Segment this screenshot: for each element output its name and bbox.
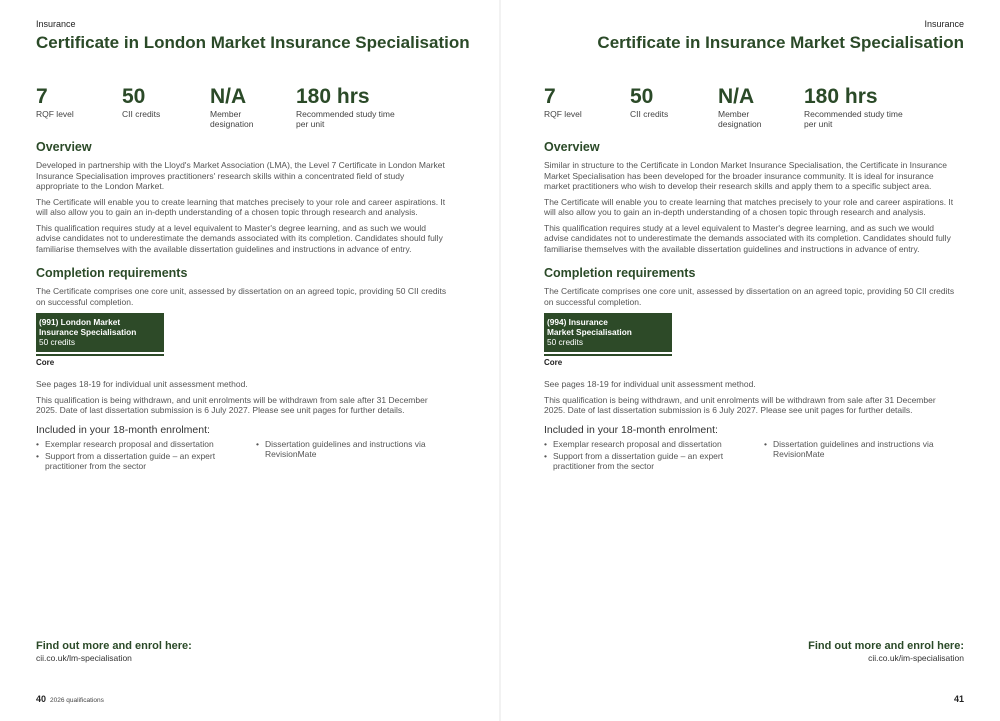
overview-paragraph: This qualification requires study at a level equivalent to Master's degree learning, and as such we would advise candidates not to underestimate the demands associated with its completion. Candidates should fully familiarise themselves with the available dissertation guidelines and instructions in advance of entry. xyxy=(544,222,951,254)
list-item: • Dissertation guidelines and instructions via RevisionMate xyxy=(256,439,446,459)
unit-name: Insurance Specialisation xyxy=(39,327,137,337)
stat-study-time xyxy=(296,86,396,129)
enrol-link[interactable]: cii.co.uk/lm-specialisation xyxy=(36,653,132,663)
stats-row xyxy=(36,86,466,130)
enrolment-heading: Included in your 18-month enrolment: xyxy=(36,423,210,436)
overview-heading: Overview xyxy=(36,140,92,154)
list-item: • Dissertation guidelines and instructions via RevisionMate xyxy=(764,439,954,459)
unit-type-label: Core xyxy=(36,358,55,367)
overview-paragraph: The Certificate will enable you to create learning that matches precisely to your role and career aspirations. It will also allow you to gain an in-depth understanding of a chosen topic through research and analysis. xyxy=(36,196,446,217)
stat-rqf-level xyxy=(544,86,582,119)
enrolment-list xyxy=(544,439,956,479)
page-number: 41 xyxy=(953,694,964,704)
list-item: • Support from a dissertation guide – an expert practitioner from the sector xyxy=(36,451,246,471)
page-footer xyxy=(36,694,104,704)
stat-label: RQF level xyxy=(544,109,582,119)
stat-label: Member designation xyxy=(210,109,254,129)
enrol-link[interactable]: cii.co.uk/im-specialisation xyxy=(868,653,964,663)
stat-member-designation xyxy=(718,86,778,129)
completion-heading: Completion requirements xyxy=(36,266,188,280)
unit-type-label: Core xyxy=(544,358,563,367)
enrol-callout xyxy=(36,640,192,663)
list-item: • Exemplar research proposal and dissertation xyxy=(544,439,754,449)
page-title: Certificate in London Market Insurance Specialisation xyxy=(36,33,470,52)
page-number: 40 xyxy=(36,694,47,704)
assessment-note: See pages 18-19 for individual unit assessment method. xyxy=(36,379,248,389)
unit-name: Market Specialisation xyxy=(547,327,632,337)
stat-value: 180 hrs xyxy=(296,85,370,108)
enrolment-column xyxy=(256,439,446,461)
enrolment-column xyxy=(544,439,754,473)
list-item: • Support from a dissertation guide – an expert practitioner from the sector xyxy=(544,451,754,471)
stat-label: CII credits xyxy=(630,109,669,119)
enrolment-column xyxy=(36,439,246,473)
stat-value: N/A xyxy=(210,85,247,108)
stat-cii-credits xyxy=(630,86,668,119)
page-title: Certificate in Insurance Market Specialisation xyxy=(597,33,964,52)
enrol-heading: Find out more and enrol here: xyxy=(808,640,964,652)
stat-cii-credits xyxy=(122,86,160,119)
main-content xyxy=(544,140,956,479)
stat-value: 180 hrs xyxy=(804,85,878,108)
overview-paragraph: Similar in structure to the Certificate in London Market Insurance Specialisation, the Certificate in Insurance Market Specialisation has been developed for the broader insurance community. It is ideal for insurance market practitioners who wish to develop their research skills and apply them to a specific subject area. xyxy=(544,160,948,191)
enrol-callout xyxy=(808,640,964,663)
overview-paragraph: The Certificate will enable you to create learning that matches precisely to your role and career aspirations. It will also allow you to gain an in-depth understanding of a chosen topic through research and analysis. xyxy=(544,196,954,217)
stat-label: Recommended study time per unit xyxy=(804,109,903,129)
stat-value: 7 xyxy=(544,85,556,108)
enrol-heading: Find out more and enrol here: xyxy=(36,640,192,652)
footer-text: 2026 qualifications xyxy=(50,697,104,704)
stat-label: RQF level xyxy=(36,109,74,119)
section-tag: Insurance xyxy=(36,19,76,29)
completion-text: The Certificate comprises one core unit, assessed by dissertation on an agreed topic, providing 50 CII credits on successful completion. xyxy=(544,286,955,307)
withdrawal-note: This qualification is being withdrawn, and unit enrolments will be withdrawn from sale after 31 December 2025. Date of last dissertation submission is 6 July 2027. Please see unit pages for further details. xyxy=(544,394,936,415)
stat-study-time xyxy=(804,86,904,129)
assessment-note: See pages 18-19 for individual unit assessment method. xyxy=(544,379,756,389)
unit-card xyxy=(36,313,164,352)
withdrawal-note: This qualification is being withdrawn, and unit enrolments will be withdrawn from sale after 31 December 2025. Date of last dissertation submission is 6 July 2027. Please see unit pages for further details. xyxy=(36,394,428,415)
unit-credits: 50 credits xyxy=(39,337,75,347)
overview-heading: Overview xyxy=(544,140,600,154)
stat-label: CII credits xyxy=(122,109,161,119)
unit-name: (991) London Market xyxy=(39,317,121,327)
stat-rqf-level xyxy=(36,86,74,119)
unit-card xyxy=(544,313,672,352)
enrolment-heading: Included in your 18-month enrolment: xyxy=(544,423,718,436)
enrolment-list xyxy=(36,439,448,479)
stat-value: N/A xyxy=(718,85,755,108)
unit-divider xyxy=(544,354,672,356)
unit-divider xyxy=(36,354,164,356)
overview-paragraph: Developed in partnership with the Lloyd's Market Association (LMA), the Level 7 Certificate in London Market Insurance Specialisation improves practitioners' research skills within a concentrated field of study appropriate to the London Market. xyxy=(36,160,445,191)
stat-label: Recommended study time per unit xyxy=(296,109,395,129)
section-tag: Insurance xyxy=(924,19,964,29)
main-content xyxy=(36,140,448,479)
stat-label: Member designation xyxy=(718,109,762,129)
stats-row xyxy=(544,86,974,130)
completion-heading: Completion requirements xyxy=(544,266,696,280)
unit-name: (994) Insurance xyxy=(547,317,608,327)
page-footer xyxy=(954,694,964,704)
unit-credits: 50 credits xyxy=(547,337,583,347)
stat-value: 50 xyxy=(122,85,146,108)
enrolment-column xyxy=(764,439,954,461)
stat-value: 50 xyxy=(630,85,654,108)
completion-text: The Certificate comprises one core unit, assessed by dissertation on an agreed topic, providing 50 CII credits on successful completion. xyxy=(36,286,447,307)
stat-member-designation xyxy=(210,86,270,129)
stat-value: 7 xyxy=(36,85,48,108)
right-page xyxy=(500,0,1000,721)
list-item: • Exemplar research proposal and dissertation xyxy=(36,439,246,449)
overview-paragraph: This qualification requires study at a level equivalent to Master's degree learning, and as such we would advise candidates not to underestimate the demands associated with its completion. Candidates should fully familiarise themselves with the available dissertation guidelines and instructions in advance of entry. xyxy=(36,222,443,254)
